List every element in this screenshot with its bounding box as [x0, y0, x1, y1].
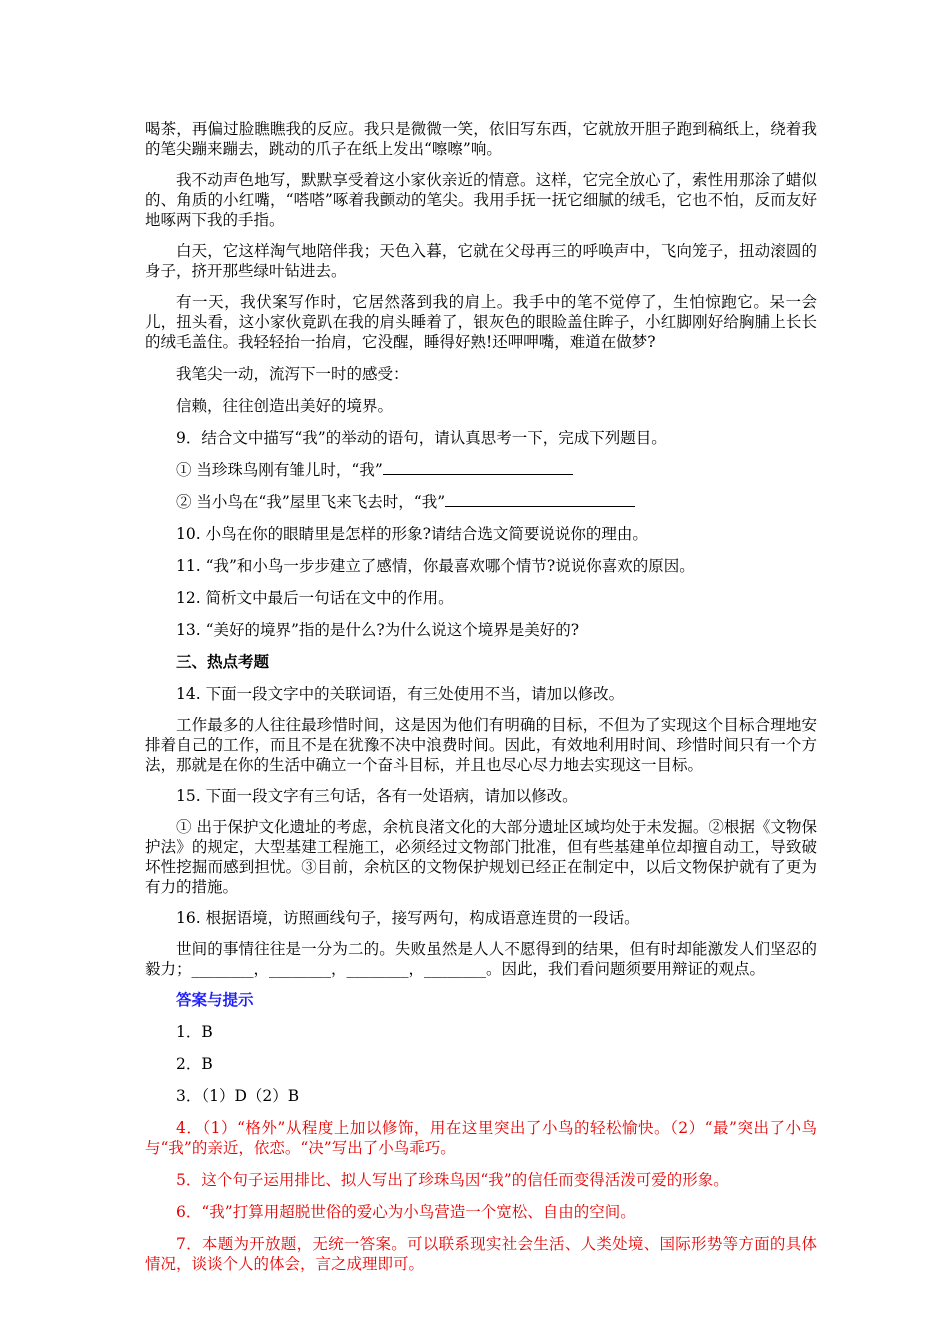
question-16-text: 世间的事情往往是一分为二的。失败虽然是人人不愿得到的结果，但有时却能激发人们坚忍的毅力；________，________，________，________。因此，我们看问题须要用辩证的观点。: [145, 940, 817, 978]
question-9-item-2: [145, 492, 817, 512]
passage-paragraph: 喝茶，再偏过脸瞧瞧我的反应。我只是微微一笑，依旧写东西，它就放开胆子跑到稿纸上，绕着我的笔尖蹦来蹦去，跳动的爪子在纸上发出“嚓嚓”响。: [145, 120, 817, 158]
answer-6: 6．“我”打算用超脱世俗的爱心为小鸟营造一个宽松、自由的空间。: [176, 1203, 636, 1221]
answers-heading: 答案与提示: [176, 990, 254, 1009]
question-16: 16. 根据语境，访照画线句子，接写两句，构成语意连贯的一段话。: [176, 909, 640, 927]
passage-paragraph: 我笔尖一动，流泻下一时的感受：: [176, 365, 409, 383]
passage-paragraph: 信赖，往往创造出美好的境界。: [176, 397, 394, 415]
question-13: 13. “美好的境界”指的是什么?为什么说这个境界是美好的?: [176, 621, 580, 639]
question-10: 10. 小鸟在你的眼睛里是怎样的形象?请结合选文简要说说你的理由。: [176, 525, 648, 543]
question-9-item-1: [145, 460, 817, 480]
document-body: [145, 119, 817, 1274]
answer-5: 5．这个句子运用排比、拟人写出了珍珠鸟因“我”的信任而变得活泼可爱的形象。: [176, 1171, 729, 1189]
question-9-item-2-text: ② 当小鸟在“我”屋里飞来飞去时，“我”: [176, 493, 446, 511]
answer-3: 3．（1）D（2）B: [176, 1087, 300, 1105]
question-15-text: ① 出于保护文化遗址的考虑，余杭良渚文化的大部分遗址区域均处于未发掘。②根据《文物保护法》的规定，大型基建工程施工，必须经过文物部门批准，但有些基建单位却擅自动工，导致破坏性挖掘而感到担忧。③目前，余杭区的文物保护规划已经正在制定中，以后文物保护就有了更为有力的措施。: [145, 818, 817, 896]
question-11: 11. “我”和小鸟一步步建立了感情，你最喜欢哪个情节?说说你喜欢的原因。: [176, 557, 695, 575]
answer-1: 1．B: [176, 1023, 213, 1041]
question-12: 12. 简析文中最后一句话在文中的作用。: [176, 589, 454, 607]
passage-paragraph: 有一天，我伏案写作时，它居然落到我的肩上。我手中的笔不觉停了，生怕惊跑它。呆一会儿，扭头看，这小家伙竟趴在我的肩头睡着了，银灰色的眼睑盖住眸子，小红脚刚好给胸脯上长长的绒毛盖住。我轻轻抬一抬肩，它没醒，睡得好熟!还呷呷嘴，难道在做梦?: [145, 293, 817, 351]
section-heading: 三、热点考题: [176, 652, 270, 671]
answer-2: 2．B: [176, 1055, 213, 1073]
question-9-item-1-text: ① 当珍珠鸟刚有雏儿时，“我”: [176, 461, 383, 479]
question-14-text: 工作最多的人往往最珍惜时间，这是因为他们有明确的目标，不但为了实现这个目标合理地安排着自己的工作，而且不是在犹豫不决中浪费时间。因此，有效地利用时间、珍惜时间只有一个方法，那就是在你的生活中确立一个奋斗目标，并且也尽心尽力地去实现这一目标。: [145, 716, 817, 774]
passage-paragraph: 白天，它这样淘气地陪伴我；天色入暮，它就在父母再三的呼唤声中，飞向笼子，扭动滚圆的身子，挤开那些绿叶钻进去。: [145, 242, 817, 280]
question-15: 15. 下面一段文字有三句话，各有一处语病，请加以修改。: [176, 787, 578, 805]
answer-blank[interactable]: [383, 460, 573, 475]
answer-4: 4．（1）“格外”从程度上加以修饰，用在这里突出了小鸟的轻松愉快。（2）“最”突出了小鸟与“我”的亲近，依恋。“决”写出了小鸟乖巧。: [145, 1119, 817, 1157]
answer-blank[interactable]: [445, 492, 635, 507]
answer-7: 7．本题为开放题，无统一答案。可以联系现实社会生活、人类处境、国际形势等方面的具体情况，谈谈个人的体会，言之成理即可。: [145, 1235, 817, 1273]
question-9: 9．结合文中描写“我”的举动的语句，请认真思考一下，完成下列题目。: [176, 429, 667, 447]
passage-paragraph: 我不动声色地写，默默享受着这小家伙亲近的情意。这样，它完全放心了，索性用那涂了蜡似的、角质的小红嘴，“嗒嗒”啄着我颤动的笔尖。我用手抚一抚它细腻的绒毛，它也不怕，反而友好地啄两下我的手指。: [145, 171, 817, 229]
question-14: 14. 下面一段文字中的关联词语，有三处使用不当，请加以修改。: [176, 685, 625, 703]
